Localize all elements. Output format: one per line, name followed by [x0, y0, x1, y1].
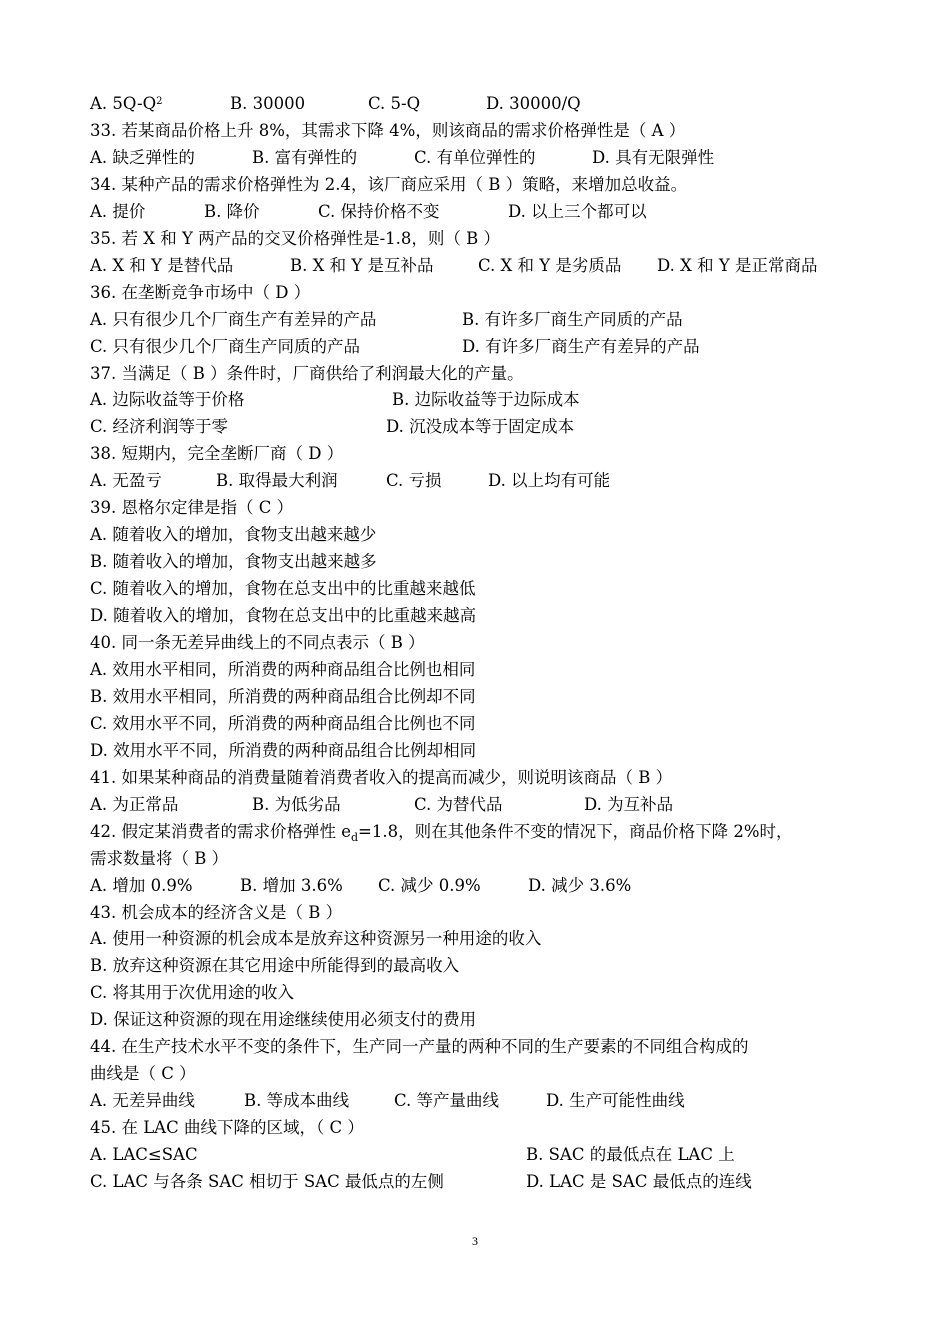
option-text: C. 经济利润等于零 [90, 417, 229, 437]
option-text: C. 等产量曲线 [394, 1091, 500, 1111]
option-text: A. 边际收益等于价格 [90, 390, 245, 410]
option-text: D. 为互补品 [584, 794, 674, 814]
option-text: C. X 和 Y 是劣质品 [478, 255, 622, 275]
option-text: D. 减少 3.6% [528, 875, 632, 895]
option-text: B. SAC 的最低点在 LAC 上 [526, 1145, 735, 1165]
text-line: 曲线是（ C ） [90, 1064, 196, 1084]
option-text: D. 以上三个都可以 [508, 201, 647, 221]
option-text: C. 保持价格不变 [318, 201, 440, 221]
option-text: D. LAC 是 SAC 最低点的连线 [526, 1172, 752, 1191]
text-line: 44. 在生产技术水平不变的条件下，生产同一产量的两种不同的生产要素的不同组合构成的 [90, 1037, 749, 1057]
option-text: B. 降价 [204, 201, 260, 221]
text-line: D. 效用水平不同，所消费的两种商品组合比例却相同 [90, 740, 477, 760]
option-text: D. 有许多厂商生产有差异的产品 [462, 336, 700, 356]
option-text: B. 30000 [230, 94, 306, 113]
text-line: 40. 同一条无差异曲线上的不同点表示（ B ） [90, 633, 425, 652]
text-line: A. 使用一种资源的机会成本是放弃这种资源另一种用途的收入 [90, 929, 542, 949]
option-text: A. 无差异曲线 [90, 1091, 195, 1111]
option-text: D. 具有无限弹性 [592, 147, 715, 167]
text-segment: 42. 假定某消费者的需求价格弹性 e [90, 821, 351, 841]
option-text: B. 边际收益等于边际成本 [392, 390, 580, 410]
text-line: 35. 若 X 和 Y 两产品的交叉价格弹性是-1.8，则（ B ） [90, 228, 501, 248]
option-text: B. 富有弹性的 [252, 147, 358, 167]
option-text: C. LAC 与各条 SAC 相切于 SAC 最低点的左侧 [90, 1172, 444, 1191]
option-text: A. 只有很少几个厂商生产有差异的产品 [90, 309, 377, 329]
option-text: C. 亏损 [386, 471, 442, 491]
page-number: 3 [472, 1234, 478, 1248]
option-text: A. $5Q-Q^2$ [90, 94, 163, 113]
text-line: D. 随着收入的增加，食物在总支出中的比重越来越高 [90, 606, 477, 626]
text-line: 33. 若某商品价格上升 8%，其需求下降 4%，则该商品的需求价格弹性是（ A ） [90, 120, 686, 140]
option-text: A. X 和 Y 是替代品 [90, 255, 234, 275]
option-text: C. 只有很少几个厂商生产同质的产品 [90, 336, 361, 356]
text-line: A. 效用水平相同，所消费的两种商品组合比例也相同 [90, 659, 476, 679]
option-text: D. 以上均有可能 [488, 471, 611, 491]
superscript: 2 [156, 96, 163, 107]
option-text: D. X 和 Y 是正常商品 [657, 255, 818, 275]
text-line: 需求数量将（ B ） [90, 848, 229, 868]
text-line: B. 随着收入的增加，食物支出越来越多 [90, 552, 377, 572]
text-segment: =1.8，则在其他条件不变的情况下，商品价格下降 2%时， [358, 821, 793, 841]
text-line: B. 效用水平相同，所消费的两种商品组合比例却不同 [90, 686, 476, 706]
option-text: D. 30000/Q [486, 94, 581, 113]
option-text: A. 为正常品 [90, 794, 179, 814]
option-text: C. 减少 0.9% [378, 875, 481, 895]
option-text: B. 等成本曲线 [244, 1091, 350, 1111]
text-line [90, 818, 793, 845]
text-line: B. 放弃这种资源在其它用途中所能得到的最高收入 [90, 956, 460, 976]
option-text: B. 增加 3.6% [240, 875, 343, 895]
option-text: A. 无盈亏 [90, 471, 162, 491]
text-line: 37. 当满足（ B ）条件时，厂商供给了利润最大化的产量。 [90, 363, 524, 383]
text-line: 39. 恩格尔定律是指（ C ） [90, 498, 294, 518]
option-text: A. 缺乏弹性的 [90, 147, 195, 167]
option-text: B. 有许多厂商生产同质的产品 [462, 309, 683, 329]
option-text: A. LAC≤SAC [90, 1145, 198, 1165]
option-text: B. X 和 Y 是互补品 [290, 255, 434, 275]
text-line: C. 效用水平不同，所消费的两种商品组合比例也不同 [90, 713, 476, 733]
text-line: D. 保证这种资源的现在用途继续使用必须支付的费用 [90, 1010, 477, 1030]
option-text: C. 为替代品 [414, 794, 503, 814]
option-text: D. 生产可能性曲线 [546, 1091, 685, 1111]
option-text: A. 增加 0.9% [90, 875, 193, 895]
text-line: 36. 在垄断竞争市场中（ D ） [90, 282, 311, 302]
text-line: C. 将其用于次优用途的收入 [90, 983, 295, 1003]
text-line: 34. 某种产品的需求价格弹性为 2.4，该厂商应采用（ B ）策略，来增加总收益。 [90, 174, 688, 194]
option-text: C. 有单位弹性的 [414, 147, 536, 167]
option-text: A. 提价 [90, 201, 146, 221]
text-line: 45. 在 LAC 曲线下降的区域，（ C ） [90, 1118, 364, 1138]
option-text: D. 沉没成本等于固定成本 [386, 417, 575, 437]
option-text: B. 取得最大利润 [216, 471, 338, 491]
text-line: C. 随着收入的增加，食物在总支出中的比重越来越低 [90, 579, 476, 599]
text-line: 38. 短期内，完全垄断厂商（ D ） [90, 444, 344, 464]
text-line: 41. 如果某种商品的消费量随着消费者收入的提高而减少，则说明该商品（ B ） [90, 767, 673, 787]
subscript: d [351, 830, 359, 844]
text-line: A. 随着收入的增加，食物支出越来越少 [90, 525, 377, 545]
text-line: 43. 机会成本的经济含义是（ B ） [90, 902, 343, 922]
option-text: B. 为低劣品 [252, 794, 341, 814]
option-text: C. 5-Q [368, 94, 421, 113]
